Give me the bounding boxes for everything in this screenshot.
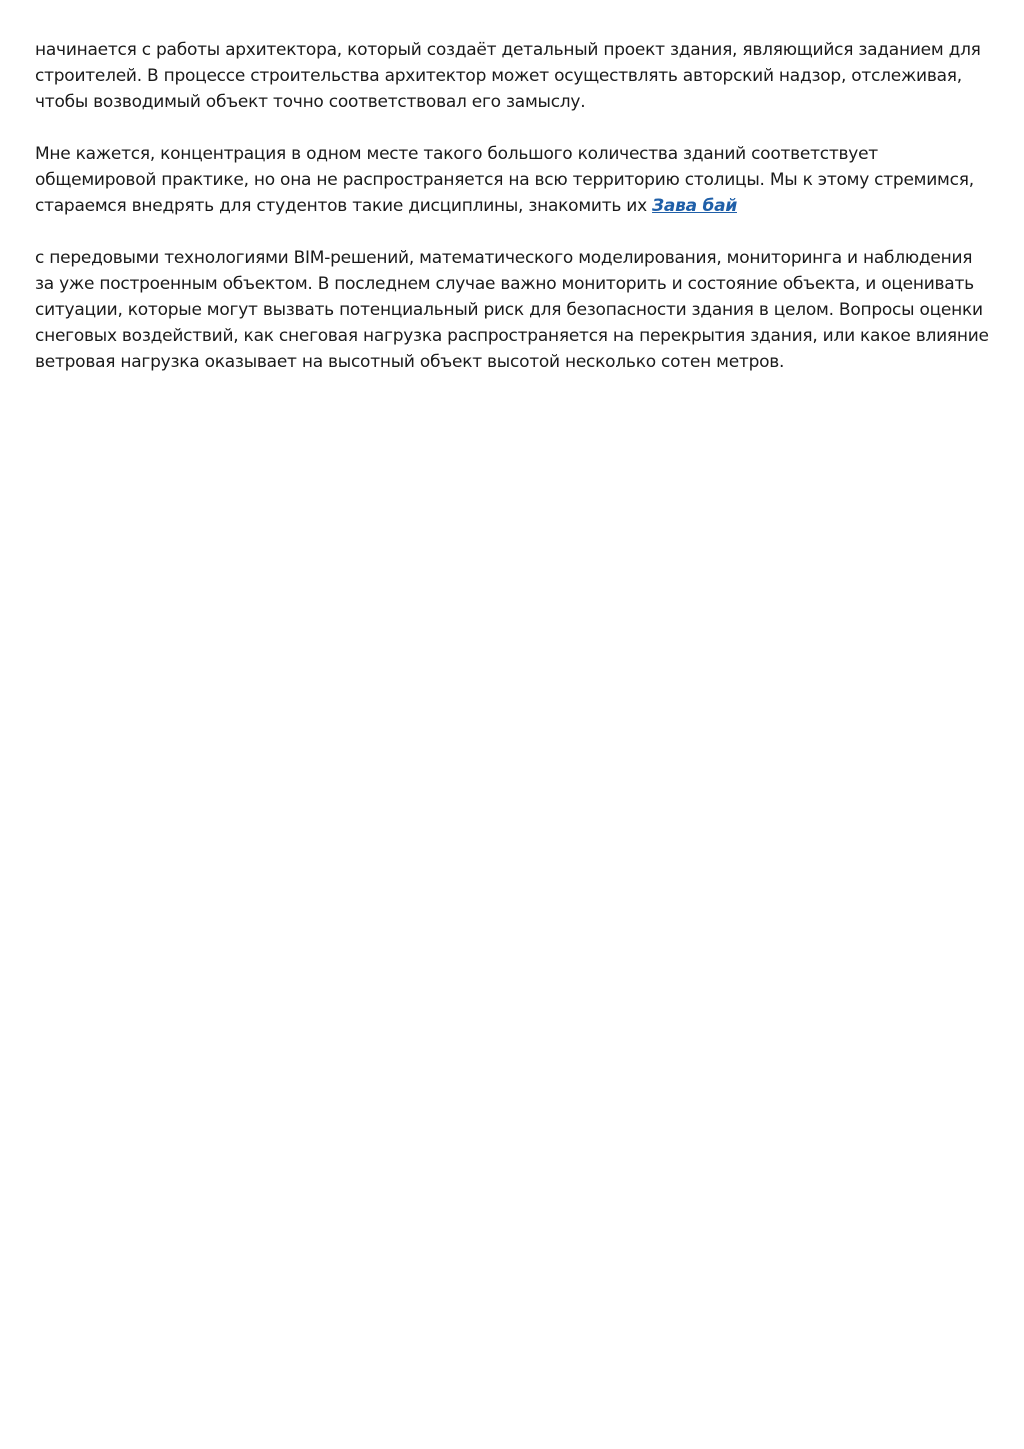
paragraph-architect bbox=[35, 37, 995, 115]
paragraph-concentration bbox=[35, 141, 995, 219]
text-line: снеговых воздействий, как снеговая нагрузка распространяется на перекрытия здания, или какое влияние bbox=[35, 326, 989, 346]
text-line-with-link bbox=[35, 193, 995, 219]
paragraph-technologies bbox=[35, 245, 995, 375]
document-body bbox=[35, 37, 995, 401]
text-line: Мне кажется, концентрация в одном месте такого большого количества зданий соответствует bbox=[35, 144, 878, 164]
text-line: общемировой практике, но она не распространяется на всю территорию столицы. Мы к этому стремимся, bbox=[35, 170, 974, 190]
text-line: чтобы возводимый объект точно соответствовал его замыслу. bbox=[35, 92, 586, 112]
text-line: за уже построенным объектом. В последнем случае важно мониторить и состояние объекта, и оценивать bbox=[35, 274, 974, 294]
text-line: ветровая нагрузка оказывает на высотный объект высотой несколько сотен метров. bbox=[35, 352, 785, 372]
text-line: с передовыми технологиями BIM-решений, математического моделирования, мониторинга и наблюдения bbox=[35, 248, 973, 268]
text-line: ситуации, которые могут вызвать потенциальный риск для безопасности здания в целом. Вопросы оценки bbox=[35, 300, 983, 320]
text-line: начинается с работы архитектора, который создаёт детальный проект здания, являющийся заданием для bbox=[35, 40, 981, 60]
inline-link[interactable]: Зава бай bbox=[652, 196, 737, 216]
text-line: строителей. В процессе строительства архитектор может осуществлять авторский надзор, отслеживая, bbox=[35, 66, 962, 86]
text-line-prefix: стараемся внедрять для студентов такие дисциплины, знакомить их bbox=[35, 196, 653, 216]
